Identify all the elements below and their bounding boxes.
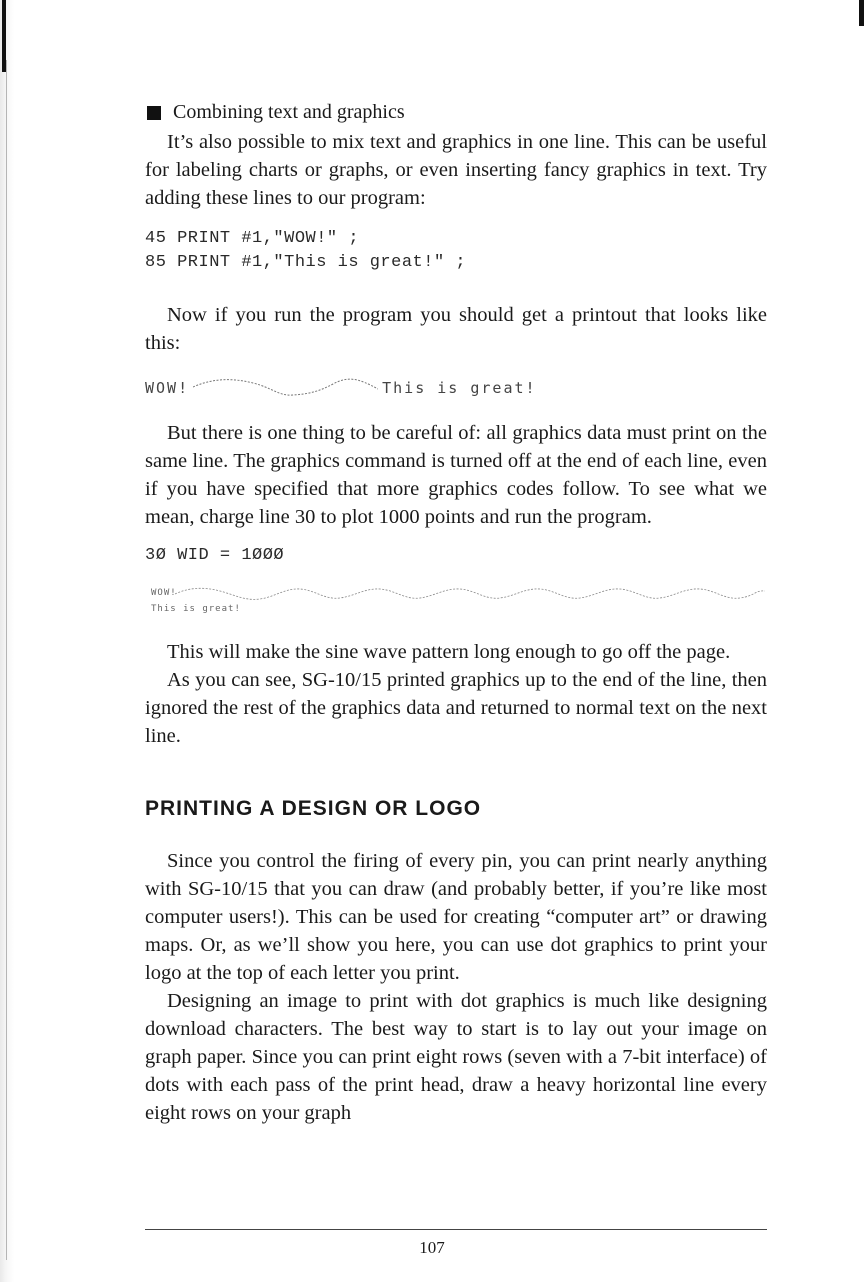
scan-edge bbox=[0, 0, 14, 1282]
paragraph-5: As you can see, SG-10/15 printed graphics up to the end of the line, then ignored the rest of the graphics data and returned to normal text on the next line. bbox=[145, 669, 767, 747]
corner-scan-mark bbox=[859, 0, 864, 26]
subheading-combining bbox=[145, 100, 767, 125]
code-line-30: 3Ø WID = 1ØØØ bbox=[145, 546, 285, 565]
paragraph-7: Designing an image to print with dot graphics is much like designing download characters. The best way to start is to lay out your image on graph paper. Since you can print eight rows (seven with a 7-bit interface) of dots with each pass of the print head, draw a heavy horizontal line every eight rows on your graph bbox=[145, 990, 767, 1124]
long-sine-wave-graphic bbox=[175, 586, 765, 602]
sine-wave-graphic bbox=[193, 377, 378, 397]
code-block-1 bbox=[145, 227, 767, 275]
paragraph-2: Now if you run the program you should get a printout that looks like this: bbox=[145, 304, 767, 354]
printout-great-text: This is great! bbox=[382, 379, 537, 397]
code-line-85: 85 PRINT #1,"This is great!" ; bbox=[145, 253, 467, 272]
subheading-text: Combining text and graphics bbox=[173, 101, 405, 123]
page-number: 107 bbox=[419, 1238, 445, 1257]
page-body bbox=[145, 100, 767, 1127]
section-title: PRINTING A DESIGN OR LOGO bbox=[145, 797, 482, 820]
code-line-45: 45 PRINT #1,"WOW!" ; bbox=[145, 229, 360, 248]
paragraph-4: This will make the sine wave pattern long enough to go off the page. bbox=[167, 641, 731, 663]
printout-wow-text: WOW! bbox=[145, 379, 190, 397]
printout2-great-text: This is great! bbox=[151, 604, 241, 614]
paragraph-6: Since you control the firing of every pin, you can print nearly anything with SG-10/15 that you can draw (and probably better, if you’re like most computer users!). This can be used for creating “computer art” or drawing maps. Or, as we’ll show you here, you can use dot graphics to print your logo at the top of each letter you print. bbox=[145, 850, 767, 984]
footer-rule bbox=[145, 1229, 767, 1230]
printout2-wow-text: WOW! bbox=[151, 588, 177, 598]
paragraph-3: But there is one thing to be careful of: all graphics data must print on the same line. The graphics command is turned off at the end of each line, even if you have specified that more graphics codes follow. To see what we mean, charge line 30 to plot 1000 points and run the program. bbox=[145, 422, 767, 528]
scan-edge-line bbox=[6, 60, 7, 1260]
paragraph-1: It’s also possible to mix text and graphics in one line. This can be useful for labeling charts or graphs, or even inserting fancy graphics in text. Try adding these lines to our program: bbox=[145, 131, 767, 209]
square-bullet-icon bbox=[147, 106, 161, 120]
printout-sample-2 bbox=[145, 586, 767, 620]
printout-sample-1 bbox=[145, 371, 767, 397]
